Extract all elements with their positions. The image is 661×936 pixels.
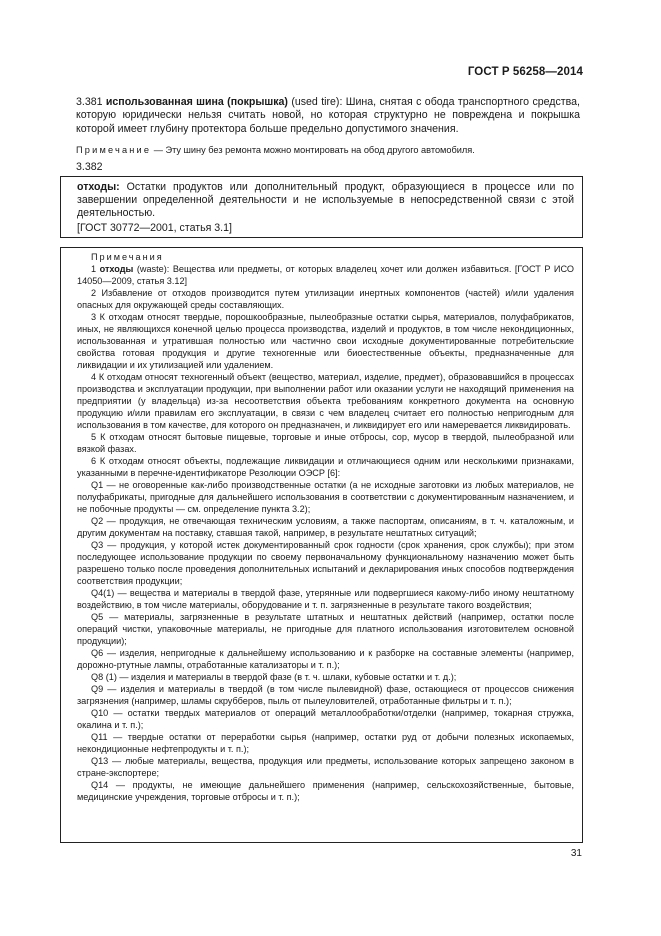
note-paragraph: Q11 — твердые остатки от переработки сырья (например, остатки руд от добычи полезных ископаемых, некондиционные нефтепродукты и т. п.); <box>77 732 574 754</box>
note-paragraph: Q10 — остатки твердых материалов от операций металлообработки/отделки (например, токарная стружка, окалина и т. п.); <box>77 708 574 730</box>
note-item-1 <box>77 263 574 287</box>
definition-body: Остатки продуктов или дополнительный продукт, образующиеся в процессе или по завершении определенной деятельности и не используемые в непосредственной связи с этой деятельностью. <box>77 181 574 220</box>
note-paragraph: Q9 — изделия и материалы в твердой (в том числе пылевидной) фазе, остающиеся от процессов снижения загрязнения (например, шламы скрубберов, пыль от пылеуловителей, отработанные фильтры и т. п.); <box>77 684 574 706</box>
note-paragraph: 4 К отходам относят техногенный объект (вещество, материал, изделие, предмет), образовавшийся в процессах производства и эксплуатации продукции, при выполнении работ или оказании услуги не находящий применения на предприятии (у владельца) из-за несоответствия объекта требованиям конкретного документа на основную продукцию и/или правилам его эксплуатации, в связи с чем владелец считает его полностью непригодным для использования в том качестве, для которого он предназначен, и ликвидирует его или намеревается ликвидировать. <box>77 372 574 430</box>
page-number: 31 <box>570 848 582 859</box>
note-paragraph: Q2 — продукция, не отвечающая техническим условиям, а также паспортам, описаниям, в т. ч. каталожным, и другим документам на поставку, ставшая такой, например, в результате нештатных ситуаций; <box>77 516 574 538</box>
term-definition: Шина, снятая с обода транспортного средства, которую юридически нельзя считать новой, но которая структурно не повреждена и покрышка которой имеет глубину протектора больше предельно допустимого значения. <box>76 96 580 135</box>
note-paragraph: Q1 — не оговоренные как-либо производственные остатки (а не исходные заготовки из любых материалов, не полуфабрикаты, пригодные для дальнейшего использования в соответствии с документированным назначением, и не побочные продукты — см. определение пункта 3.2); <box>77 480 574 514</box>
note-item-1-text: (waste): Вещества или предметы, от которых владелец хочет или должен избавиться. [ГОСТ Р ИСО 14050—2009, статья 3.12] <box>77 264 574 286</box>
note-paragraph: 3 К отходам относят твердые, порошкообразные, пылеобразные остатки сырья, материалов, полуфабрикатов, иных, не являющихся конечной целью процесса производства, изделий и продуктов, в том числе некондиционных, использованная и утратившая полностью или частично свои исходные документированные потребительские свойства готовая продукция и другие техногенные или биоестественные объекты, предназначенные для ликвидации и их утилизацией или удалением. <box>77 312 574 370</box>
term-name: использованная шина (покрышка) <box>105 96 288 108</box>
document-header: ГОСТ Р 56258—2014 <box>467 66 583 78</box>
note-paragraph: Q6 — изделия, непригодные к дальнейшему использованию и к разборке на составные элементы (например, дорожно-ртутные лампы, отработанные катализаторы и т. п.); <box>77 648 574 670</box>
term-english: (used tire): <box>291 96 343 108</box>
definition-box <box>60 176 583 238</box>
note-paragraph: Q3 — продукция, у которой истек документированный срок годности (срок хранения, срок службы); при этом последующее использование продукции по своему первоначальному функциональному назначению может быть разрешено только после проведения дополнительных испытаний и декларирования иных способов подтверждения соответствия продукции; <box>77 540 574 586</box>
note-paragraph: Q8 (1) — изделия и материалы в твердой фазе (в т. ч. шлаки, кубовые остатки и т. д.); <box>91 672 457 682</box>
note-text: — Эту шину без ремонта можно монтировать на обод другого автомобиля. <box>153 145 475 155</box>
note-paragraph: 2 Избавление от отходов производится путем утилизации инертных компонентов (частей) и/или удаления опасных для окружающей среды составляющих. <box>77 288 574 310</box>
term-3-382-number: 3.382 <box>76 161 103 173</box>
notes-heading: Примечания <box>91 252 164 262</box>
term-3-381 <box>76 96 580 136</box>
note-label: Примечание <box>76 145 152 155</box>
definition-text <box>77 181 574 221</box>
note-3-381 <box>76 144 580 156</box>
note-paragraph: 6 К отходам относят объекты, подлежащие ликвидации и отличающиеся одним или несколькими признаками, указанными в перечне-идентификаторе Резолюции ОЭСР [6]: <box>77 456 574 478</box>
notes-box <box>60 247 583 843</box>
note-paragraph: Q4(1) — вещества и материалы в твердой фазе, утерянные или подвергшиеся какому-либо иному нештатному воздействию, в том числе материалы, оборудование и т. п. загрязненные в результате такого воздействия; <box>77 588 574 610</box>
term-number: 3.381 <box>76 96 103 108</box>
note-paragraph: 5 К отходам относят бытовые пищевые, торговые и иные отбросы, сор, мусор в твердой, пылеобразной или вязкой фазах. <box>77 432 574 454</box>
note-paragraph: Q13 — любые материалы, вещества, продукция или предметы, использование которых запрещено законом в стране-экспортере; <box>77 756 574 778</box>
definition-term: отходы: <box>77 181 120 193</box>
note-paragraph: Q14 — продукты, не имеющие дальнейшего применения (например, сельскохозяйственные, бытовые, медицинские учреждения, торговые отбросы и т. п.); <box>77 780 574 802</box>
definition-reference: [ГОСТ 30772—2001, статья 3.1] <box>77 221 232 234</box>
note-item-1-term: отходы <box>99 264 134 274</box>
note-item-1-number: 1 <box>91 264 97 274</box>
note-paragraph: Q5 — материалы, загрязненные в результате штатных и нештатных действий (например, остатки после операций чистки, упаковочные материалы, не пригодные для платного использования изготовителем основной продукции); <box>77 612 574 646</box>
